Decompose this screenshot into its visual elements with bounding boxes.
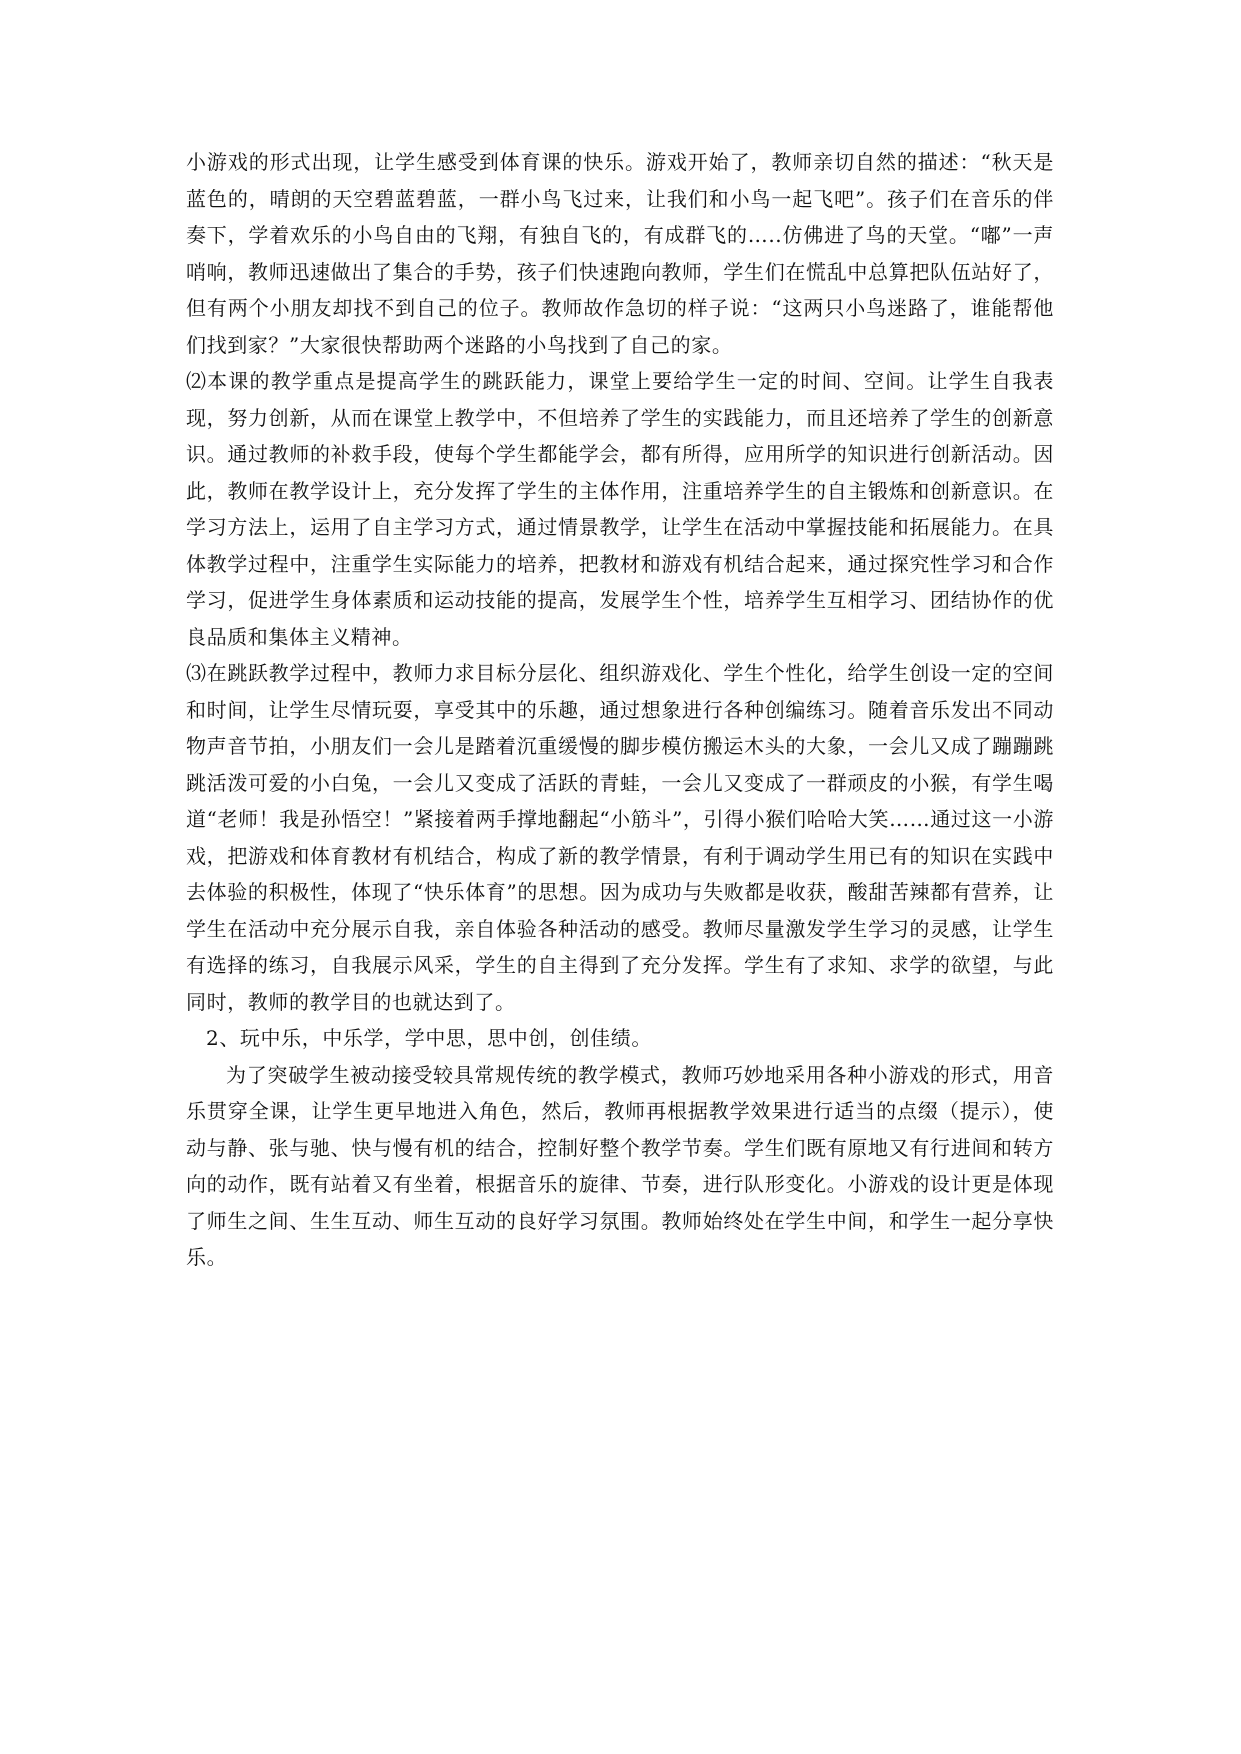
paragraph-1: 小游戏的形式出现，让学生感受到体育课的快乐。游戏开始了，教师亲切自然的描述：“秋天是蓝色的，晴朗的天空碧蓝碧蓝，一群小鸟飞过来，让我们和小鸟一起飞吧”。孩子们在音乐的伴奏下，学着欢乐的小鸟自由的飞翔，有独自飞的，有成群飞的…..仿佛进了鸟的天堂。“嘟”一声哨响，教师迅速做出了集合的手势，孩子们快速跑向教师，学生们在慌乱中总算把队伍站好了，但有两个小朋友却找不到自己的位子。教师故作急切的样子说：“这两只小鸟迷路了，谁能帮他们找到家？”大家很快帮助两个迷路的小鸟找到了自己的家。 [186, 150, 1054, 357]
section-heading-2: 2、玩中乐，中乐学，学中思，思中创，创佳绩。 [206, 1026, 652, 1050]
paragraph-3: ⑶在跳跃教学过程中，教师力求目标分层化、组织游戏化、学生个性化，给学生创设一定的空间和时间，让学生尽情玩耍，享受其中的乐趣，通过想象进行各种创编练习。随着音乐发出不同动物声音节拍，小朋友们一会儿是踏着沉重缓慢的脚步模仿搬运木头的大象，一会儿又成了蹦蹦跳跳活泼可爱的小白兔，一会儿又变成了活跃的青蛙，一会儿又变成了一群顽皮的小猴，有学生喝道“老师！我是孙悟空！”紧接着两手撑地翻起“小筋斗”，引得小猴们哈哈大笑……通过这一小游戏，把游戏和体育教材有机结合，构成了新的教学情景，有利于调动学生用已有的知识在实践中去体验的积极性，体现了“快乐体育”的思想。因为成功与失败都是收获，酸甜苦辣都有营养，让学生在活动中充分展示自我，亲自体验各种活动的感受。教师尽量激发学生学习的灵感，让学生有选择的练习，自我展示风采，学生的自主得到了充分发挥。学生有了求知、求学的欲望，与此同时，教师的教学目的也就达到了。 [186, 661, 1054, 1014]
document-body [186, 144, 1054, 1276]
paragraph-4: 为了突破学生被动接受较具常规传统的教学模式，教师巧妙地采用各种小游戏的形式，用音乐贯穿全课，让学生更早地进入角色，然后，教师再根据教学效果进行适当的点缀（提示），使动与静、张与驰、快与慢有机的结合，控制好整个教学节奏。学生们既有原地又有行进间和转方向的动作，既有站着又有坐着，根据音乐的旋律、节奏，进行队形变化。小游戏的设计更是体现了师生之间、生生互动、师生互动的良好学习氛围。教师始终处在学生中间，和学生一起分享快乐。 [186, 1062, 1054, 1269]
paragraph-2: ⑵本课的教学重点是提高学生的跳跃能力，课堂上要给学生一定的时间、空间。让学生自我表现，努力创新，从而在课堂上教学中，不但培养了学生的实践能力，而且还培养了学生的创新意识。通过教师的补救手段，使每个学生都能学会，都有所得，应用所学的知识进行创新活动。因此，教师在教学设计上，充分发挥了学生的主体作用，注重培养学生的自主锻炼和创新意识。在学习方法上，运用了自主学习方式，通过情景教学，让学生在活动中掌握技能和拓展能力。在具体教学过程中，注重学生实际能力的培养，把教材和游戏有机结合起来，通过探究性学习和合作学习，促进学生身体素质和运动技能的提高，发展学生个性，培养学生互相学习、团结协作的优良品质和集体主义精神。 [186, 369, 1054, 649]
